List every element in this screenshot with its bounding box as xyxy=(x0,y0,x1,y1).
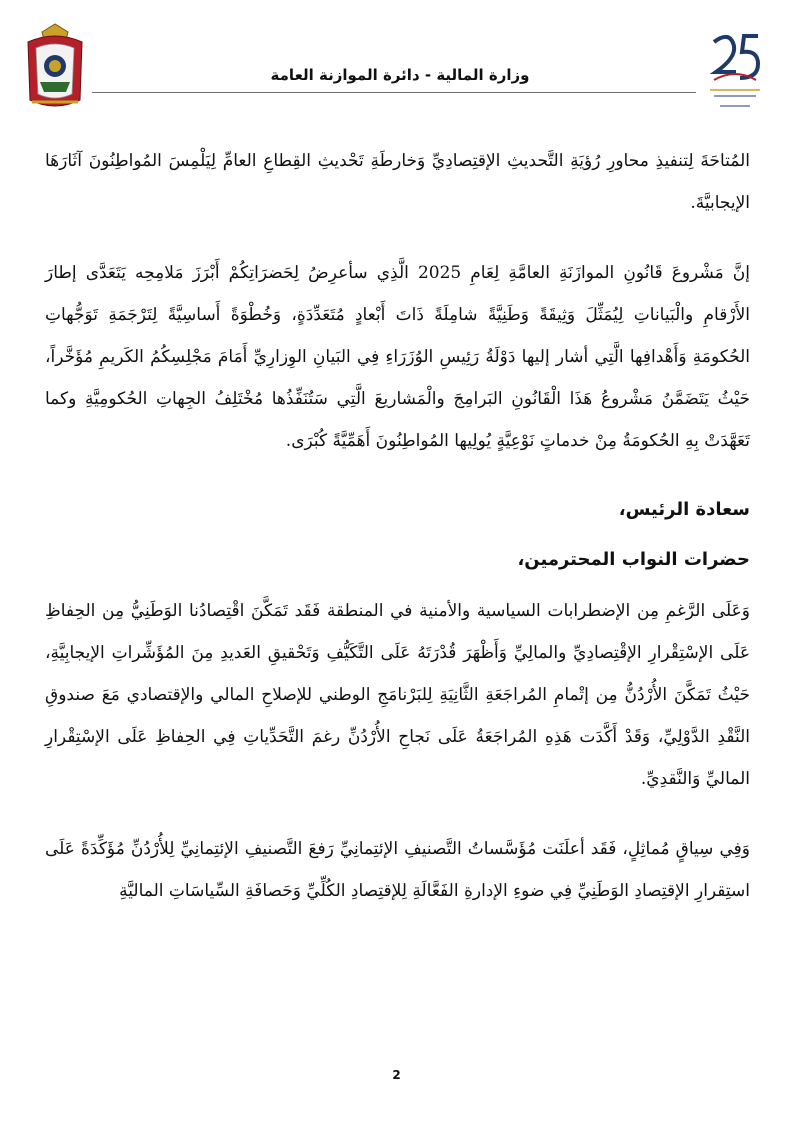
paragraph: المُتاحَةَ لِتنفيذِ محاورِ رُؤيَةِ التَّحديثِ الإقتِصادِيِّ وَخارطَةِ تَحْديثِ القِطاعِ العامِّ لِيَلْمِسَ المُواطِنُونَ آثَارَهَا الإيجابيَّةَ. xyxy=(45,151,750,213)
paragraph: إنَّ مَشْروعَ قَانُونِ الموازَنَةِ العامَّةِ لِعَامِ 2025 الَّذِي سأعرِضُ لِحَضرَاتِكُمْ أَبْرَزَ مَلامِحِه يَتَعَدَّى إطارَ الأَرْقامِ والْبَياناتِ لِيُمَثِّلَ وَثِيقَةً وَطَنِيَّةً شامِلَةً ذَاتَ أَبْعادٍ مُتَعَدِّدَةٍ، وَخُطْوَةً أَساسِيَّةً لِتَرْجَمَةِ تَوَجُّهاتِ الحُكومَةِ وَأَهْدافِها الَّتِي أشار إليها دَوْلَةُ رَئِيسِ الوُزَرَاءِ فِي البَيانِ الوِزارِيِّ أَمَامَ مَجْلِسِكُمُ الكَريمِ مُؤَخَّراً، حَيْثُ يَتَضَمَّنُ مَشْروعُ هَذَا الْقَانُونِ البَرامِجَ والْمَشاريعَ الَّتِي سَتُنَفِّذُها مُخْتَلِفُ الجِهاتِ الحُكومِيَّةِ وكما تَعَهَّدَتْ بِهِ الحُكومَةُ مِنْ خدماتٍ نَوْعِيَّةٍ يُولِيها المُواطِنُونَ أَهَمِّيَّةً كُبْرَى. xyxy=(45,263,750,451)
paragraph: وَفِي سِياقٍ مُماثِلٍ، فَقَد أعلَنَت مُؤَسَّساتُ التَّصنيفِ الإئتِمانِيِّ رَفعَ التَّصنيفِ الإئتِمانِيِّ لِلأُرْدُنِّ مُؤَكِّدَةً عَلَى استِقرارِ الإقتِصادِ الوَطَنِيِّ فِي ضوءِ الإدارةِ الفَعَّالَةِ لِلإقتِصادِ الكُلِّيِّ وَحَصافَةِ السِّياسَاتِ الماليَّةِ xyxy=(45,839,750,901)
paragraph: وَعَلَى الرَّغمِ مِن الإضطرابات السياسية والأمنية في المنطقة فَقَد تَمَكَّنَ اقْتِصادُنا الوَطَنِيُّ مِن الحِفاظِ عَلَى الإسْتِقْرارِ الإقْتِصادِيِّ والمالِيِّ وَأَظْهَرَ قُدْرَتَهُ عَلَى التَّكَيُّفِ وَتَحْقيقِ العَديدِ مِنَ المُؤَشِّراتِ الإيجابِيَّةِ، حَيْثُ تَمَكَّنَ الأُرْدُنُّ مِن إتْمامِ المُراجَعَةِ الثَّانِيَةِ لِلبَرْنامَجِ الوطني للإصلاحِ المالي والإقتصادي مَعَ صندوقِ النَّقْدِ الدَّوْلِيِّ، وَقَدْ أَكَّدَت هَذِهِ المُراجَعَةُ عَلَى نَجاحِ الأُرْدُنِّ رغمَ التَّحَدِّياتِ فِي الحِفاظِ عَلَى الإسْتِقْرارِ الماليِّ وَالنَّقدِيِّ. xyxy=(45,601,750,789)
header-title: وزارة المالية - دائرة الموازنة العامة xyxy=(270,66,530,84)
jubilee-emblem-logo xyxy=(700,28,770,123)
header-divider xyxy=(92,92,696,93)
salutation-heading: حضرات النواب المحترمين، xyxy=(517,549,750,570)
salutation-heading: سعادة الرئيس، xyxy=(618,499,750,520)
page-number: 2 xyxy=(392,1068,401,1082)
coat-of-arms-logo xyxy=(22,22,88,112)
document-body xyxy=(45,140,750,940)
